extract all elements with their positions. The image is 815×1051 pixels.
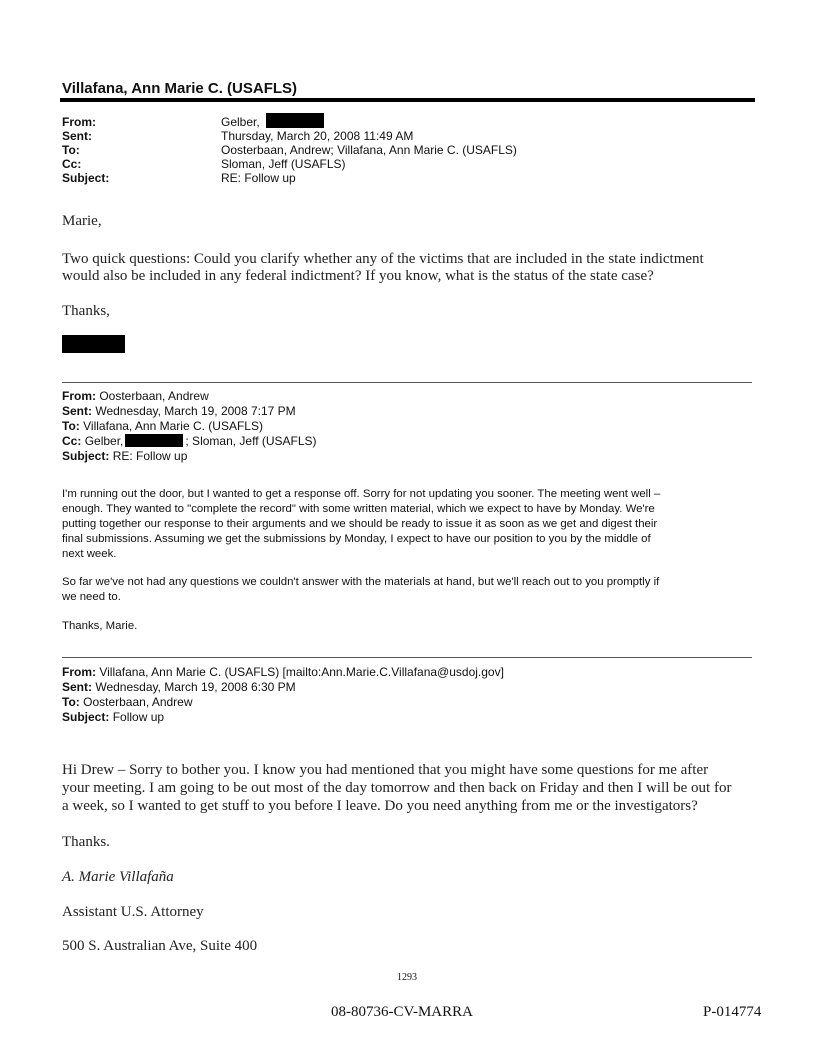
- sent-label: Sent:: [62, 680, 92, 694]
- closing: Thanks.: [62, 834, 110, 850]
- body-line: Two quick questions: Could you clarify whether any of the victims that are included in the state indictment: [62, 251, 704, 267]
- body-line: So far we've not had any questions we couldn't answer with the materials at hand, but we'll reach out to you promptly if: [62, 576, 660, 588]
- cc-value: Sloman, Jeff (USAFLS): [221, 157, 346, 171]
- quoted-to: [62, 695, 193, 710]
- subject-value: RE: Follow up: [112, 449, 188, 463]
- quoted-to: [62, 419, 263, 434]
- title-divider: [60, 98, 755, 102]
- sent-value: Wednesday, March 19, 2008 7:17 PM: [95, 404, 296, 418]
- sent-label: Sent:: [62, 404, 92, 418]
- from-label: From:: [62, 665, 96, 679]
- to-label: To:: [62, 143, 80, 157]
- greeting: Marie,: [62, 213, 102, 229]
- page-number: 1293: [397, 972, 417, 983]
- quoted-from: [62, 389, 209, 404]
- body-line: next week.: [62, 548, 117, 560]
- cc-label: Cc:: [62, 434, 82, 448]
- to-label: To:: [62, 695, 80, 709]
- sent-value: Wednesday, March 19, 2008 6:30 PM: [95, 680, 296, 694]
- body-line: I'm running out the door, but I wanted to get a response off. Sorry for not updating you sooner. The meeting went well –: [62, 488, 661, 500]
- quote-separator: [62, 382, 752, 383]
- quoted-from: [62, 665, 504, 680]
- body-line: Hi Drew – Sorry to bother you. I know you had mentioned that you might have some questions for me after: [62, 762, 709, 778]
- subject-value: RE: Follow up: [221, 171, 296, 185]
- from-value: Villafana, Ann Marie C. (USAFLS) [mailto:Ann.Marie.C.Villafana@usdoj.gov]: [99, 665, 504, 679]
- from-value: Oosterbaan, Andrew: [99, 389, 209, 403]
- to-value: Oosterbaan, Andrew; Villafana, Ann Marie C. (USAFLS): [221, 143, 517, 157]
- cc-label: Cc:: [62, 157, 82, 171]
- from-label: From:: [62, 389, 96, 403]
- signature-name: A. Marie Villafaña: [62, 869, 174, 885]
- subject-value: Follow up: [112, 710, 165, 724]
- body-line: enough. They wanted to "complete the record" with some written material, which we expect to have by Monday. We're: [62, 503, 655, 515]
- signature-address: 500 S. Australian Ave, Suite 400: [62, 938, 258, 954]
- closing: Thanks, Marie.: [62, 620, 138, 632]
- body-line: a week, so I wanted to get stuff to you before I leave. Do you need anything from me or the investigators?: [62, 798, 698, 814]
- body-line: final submissions. Assuming we get the submissions by Monday, I expect to have our position to you by the middle of: [62, 533, 651, 545]
- sent-value: Thursday, March 20, 2008 11:49 AM: [221, 129, 414, 143]
- subject-label: Subject:: [62, 171, 110, 185]
- to-value: Oosterbaan, Andrew: [83, 695, 193, 709]
- quoted-subject: [62, 710, 164, 725]
- signature-title: Assistant U.S. Attorney: [62, 904, 204, 920]
- case-number: 08-80736-CV-MARRA: [331, 1004, 473, 1020]
- cc-value: ; Sloman, Jeff (USAFLS): [185, 434, 317, 448]
- closing: Thanks,: [62, 303, 110, 319]
- to-label: To:: [62, 419, 80, 433]
- from-value: Gelber,: [221, 115, 260, 129]
- subject-label: Subject:: [62, 449, 110, 463]
- subject-label: Subject:: [62, 710, 110, 724]
- quoted-sent: [62, 404, 296, 419]
- from-label: From:: [62, 115, 96, 129]
- bates-number: P-014774: [703, 1004, 762, 1020]
- body-line: would also be included in any federal indictment? If you know, what is the status of the state case?: [62, 268, 654, 284]
- quoted-cc: [62, 434, 317, 449]
- to-value: Villafana, Ann Marie C. (USAFLS): [83, 419, 263, 433]
- body-line: putting together our response to their arguments and we should be ready to issue it as soon as we get and digest their: [62, 518, 658, 530]
- cc-value: Gelber,: [84, 434, 124, 448]
- mailbox-owner-title: Villafana, Ann Marie C. (USAFLS): [62, 80, 298, 97]
- quoted-sent: [62, 680, 296, 695]
- quote-separator: [62, 657, 752, 658]
- body-line: we need to.: [62, 591, 121, 603]
- sent-label: Sent:: [62, 129, 92, 143]
- signature-redaction: [62, 335, 125, 353]
- body-line: your meeting. I am going to be out most of the day tomorrow and then back on Friday and then I will be out for: [62, 780, 732, 796]
- redaction-block: [125, 434, 183, 447]
- redaction-block: [266, 113, 324, 128]
- quoted-subject: [62, 449, 187, 464]
